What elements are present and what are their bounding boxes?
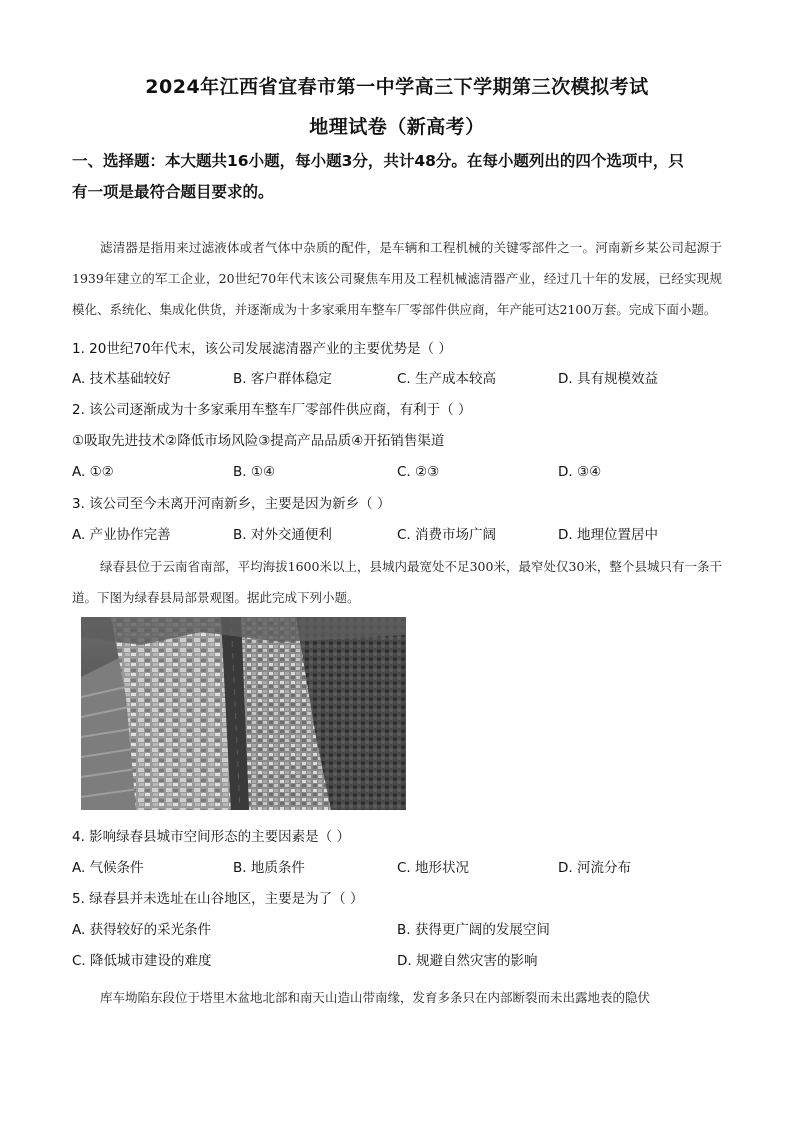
question-3-option-b[interactable]: B. 对外交通便利 bbox=[233, 527, 332, 543]
question-5-option-d[interactable]: D. 规避自然灾害的影响 bbox=[397, 953, 538, 969]
question-3-option-d[interactable]: D. 地理位置居中 bbox=[558, 527, 658, 543]
question-5-option-c[interactable]: C. 降低城市建设的难度 bbox=[72, 953, 212, 969]
passage-text: 绿春县位于云南省南部，平均海拔1600米以上，县城内最宽处不足300米，最窄处仅30米，整个县城只有一条干道。下图为绿春县局部景观图。据此完成下列小题。 bbox=[72, 559, 722, 605]
section-heading-line2: 有一项是最符合题目要求的。 bbox=[72, 183, 274, 201]
question-2-option-d[interactable]: D. ③④ bbox=[558, 464, 602, 480]
passage-kuqa-depression bbox=[72, 982, 722, 1013]
question-1-option-b[interactable]: B. 客户群体稳定 bbox=[233, 371, 332, 387]
question-4-option-a[interactable]: A. 气候条件 bbox=[72, 860, 144, 876]
question-5-option-a[interactable]: A. 获得较好的采光条件 bbox=[72, 922, 212, 938]
section-heading-line1: 一、选择题：本大题共16小题，每小题3分，共计48分。在每小题列出的四个选项中，只 bbox=[72, 152, 684, 170]
question-5-option-b[interactable]: B. 获得更广阔的发展空间 bbox=[397, 922, 550, 938]
question-4-option-b[interactable]: B. 地质条件 bbox=[233, 860, 305, 876]
question-2-statements: ①吸取先进技术②降低市场风险③提高产品品质④开拓销售渠道 bbox=[72, 433, 445, 449]
exam-subtitle: 地理试卷（新高考） bbox=[309, 116, 485, 138]
question-3-option-c[interactable]: C. 消费市场广阔 bbox=[397, 527, 497, 543]
passage-filter-company bbox=[72, 232, 722, 325]
question-3-option-a[interactable]: A. 产业协作完善 bbox=[72, 527, 171, 543]
question-2-option-c[interactable]: C. ②③ bbox=[397, 464, 440, 480]
question-4-option-c[interactable]: C. 地形状况 bbox=[397, 860, 470, 876]
question-2-stem: 2. 该公司逐渐成为十多家乘用车整车厂零部件供应商，有利于（ ） bbox=[72, 402, 472, 418]
question-1-stem: 1. 20世纪70年代末，该公司发展滤清器产业的主要优势是（ ） bbox=[72, 341, 452, 357]
exam-title: 2024年江西省宜春市第一中学高三下学期第三次模拟考试 bbox=[145, 76, 649, 98]
passage-text: 滤清器是指用来过滤液体或者气体中杂质的配件，是车辆和工程机械的关键零部件之一。河南新乡某公司起源于1939年建立的军工企业，20世纪70年代末该公司聚焦车用及工程机械滤清器产业，经过几十年的发展，已经实现规模化、系统化、集成化供货，并逐渐成为十多家乘用车整车厂零部件供应商，年产能可达2100万套。完成下面小题。 bbox=[72, 240, 722, 317]
question-2-option-b[interactable]: B. ①④ bbox=[233, 464, 276, 480]
aerial-town-image bbox=[81, 617, 406, 810]
question-1-option-d[interactable]: D. 具有规模效益 bbox=[558, 371, 658, 387]
question-4-stem: 4. 影响绿春县城市空间形态的主要因素是（ ） bbox=[72, 829, 350, 845]
question-4-option-d[interactable]: D. 河流分布 bbox=[558, 860, 631, 876]
question-5-stem: 5. 绿春县并未选址在山谷地区，主要是为了（ ） bbox=[72, 891, 364, 907]
question-1-option-c[interactable]: C. 生产成本较高 bbox=[397, 371, 497, 387]
question-2-option-a[interactable]: A. ①② bbox=[72, 464, 114, 480]
question-3-stem: 3. 该公司至今未离开河南新乡，主要是因为新乡（ ） bbox=[72, 496, 391, 512]
passage-text: 库车坳陷东段位于塔里木盆地北部和南天山造山带南缘，发育多条只在内部断裂而未出露地表的隐伏 bbox=[100, 990, 651, 1005]
question-1-option-a[interactable]: A. 技术基础较好 bbox=[72, 371, 171, 387]
section-heading bbox=[72, 146, 722, 208]
passage-lvchun-county bbox=[72, 551, 722, 613]
lvchun-county-photo bbox=[81, 617, 406, 810]
